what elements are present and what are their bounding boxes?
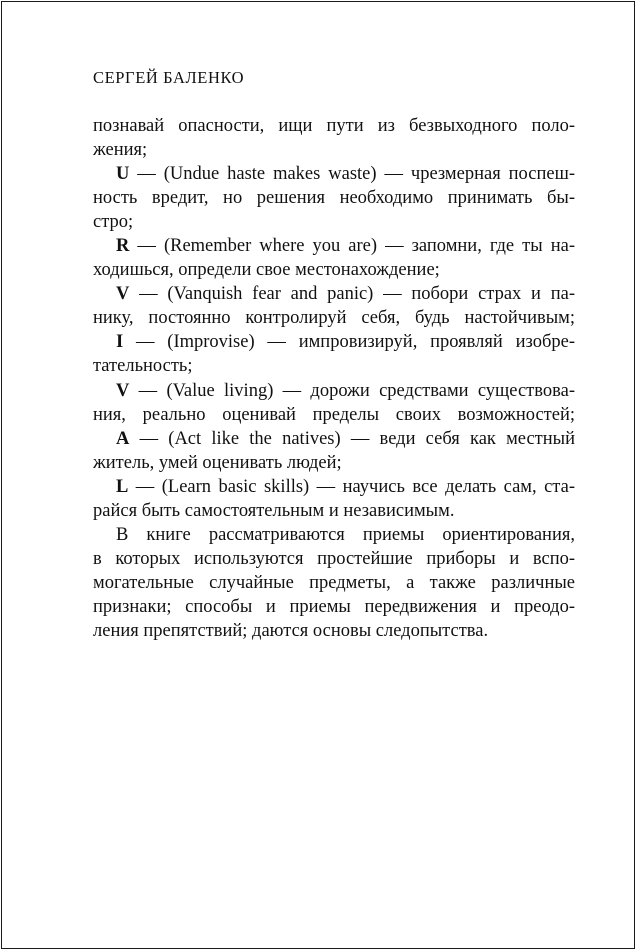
text-line: L — (Learn basic skills) — научись все делать сам, ста- xyxy=(116,476,575,497)
text-line: ходишься, определи свое местонахождение; xyxy=(93,260,440,281)
acronym-letter: A xyxy=(116,428,130,449)
acronym-letter: I xyxy=(116,332,124,353)
text-line: V — (Value living) — дорожи средствами существова- xyxy=(116,380,575,401)
text-line: R — (Remember where you are) — запомни, где ты на- xyxy=(116,236,575,257)
text-line: нику, постоянно контролируй себя, будь настойчивым; xyxy=(93,308,575,329)
acronym-letter: L xyxy=(116,476,129,497)
acronym-letter: V xyxy=(116,380,130,401)
text-line: райся быть самостоятельным и независимым. xyxy=(93,500,455,521)
text-line: жения; xyxy=(93,140,148,161)
text-line: в которых используются простейшие приборы и вспо- xyxy=(93,548,575,569)
text-line: I — (Improvise) — импровизируй, проявляй изобре- xyxy=(116,332,575,353)
text-line: U — (Undue haste makes waste) — чрезмерная поспеш- xyxy=(116,164,575,185)
text-line: ления препятствий; даются основы следопытства. xyxy=(93,620,489,641)
text-line: признаки; способы и приемы передвижения и преодо- xyxy=(93,596,575,617)
text-line: В книге рассматриваются приемы ориентирования, xyxy=(116,524,575,545)
text-line: житель, умей оценивать людей; xyxy=(93,452,342,473)
text-line: тательность; xyxy=(93,356,193,377)
text-line: A — (Act like the natives) — веди себя как местный xyxy=(116,428,575,449)
text-line: ния, реально оценивай пределы своих возможностей; xyxy=(93,404,575,425)
acronym-letter: V xyxy=(116,284,130,305)
running-head: СЕРГЕЙ БАЛЕНКО xyxy=(93,68,245,87)
text-line: стро; xyxy=(93,212,134,233)
body-text xyxy=(93,114,575,643)
text-line: познавай опасности, ищи пути из безвыходного поло- xyxy=(93,116,575,136)
acronym-letter: U xyxy=(116,164,130,185)
text-line: ность вредит, но решения необходимо принимать бы- xyxy=(93,188,575,209)
acronym-letter: R xyxy=(116,236,130,257)
text-line: могательные случайные предметы, а также различные xyxy=(93,572,575,593)
text-line: V — (Vanquish fear and panic) — побори страх и па- xyxy=(116,284,575,305)
